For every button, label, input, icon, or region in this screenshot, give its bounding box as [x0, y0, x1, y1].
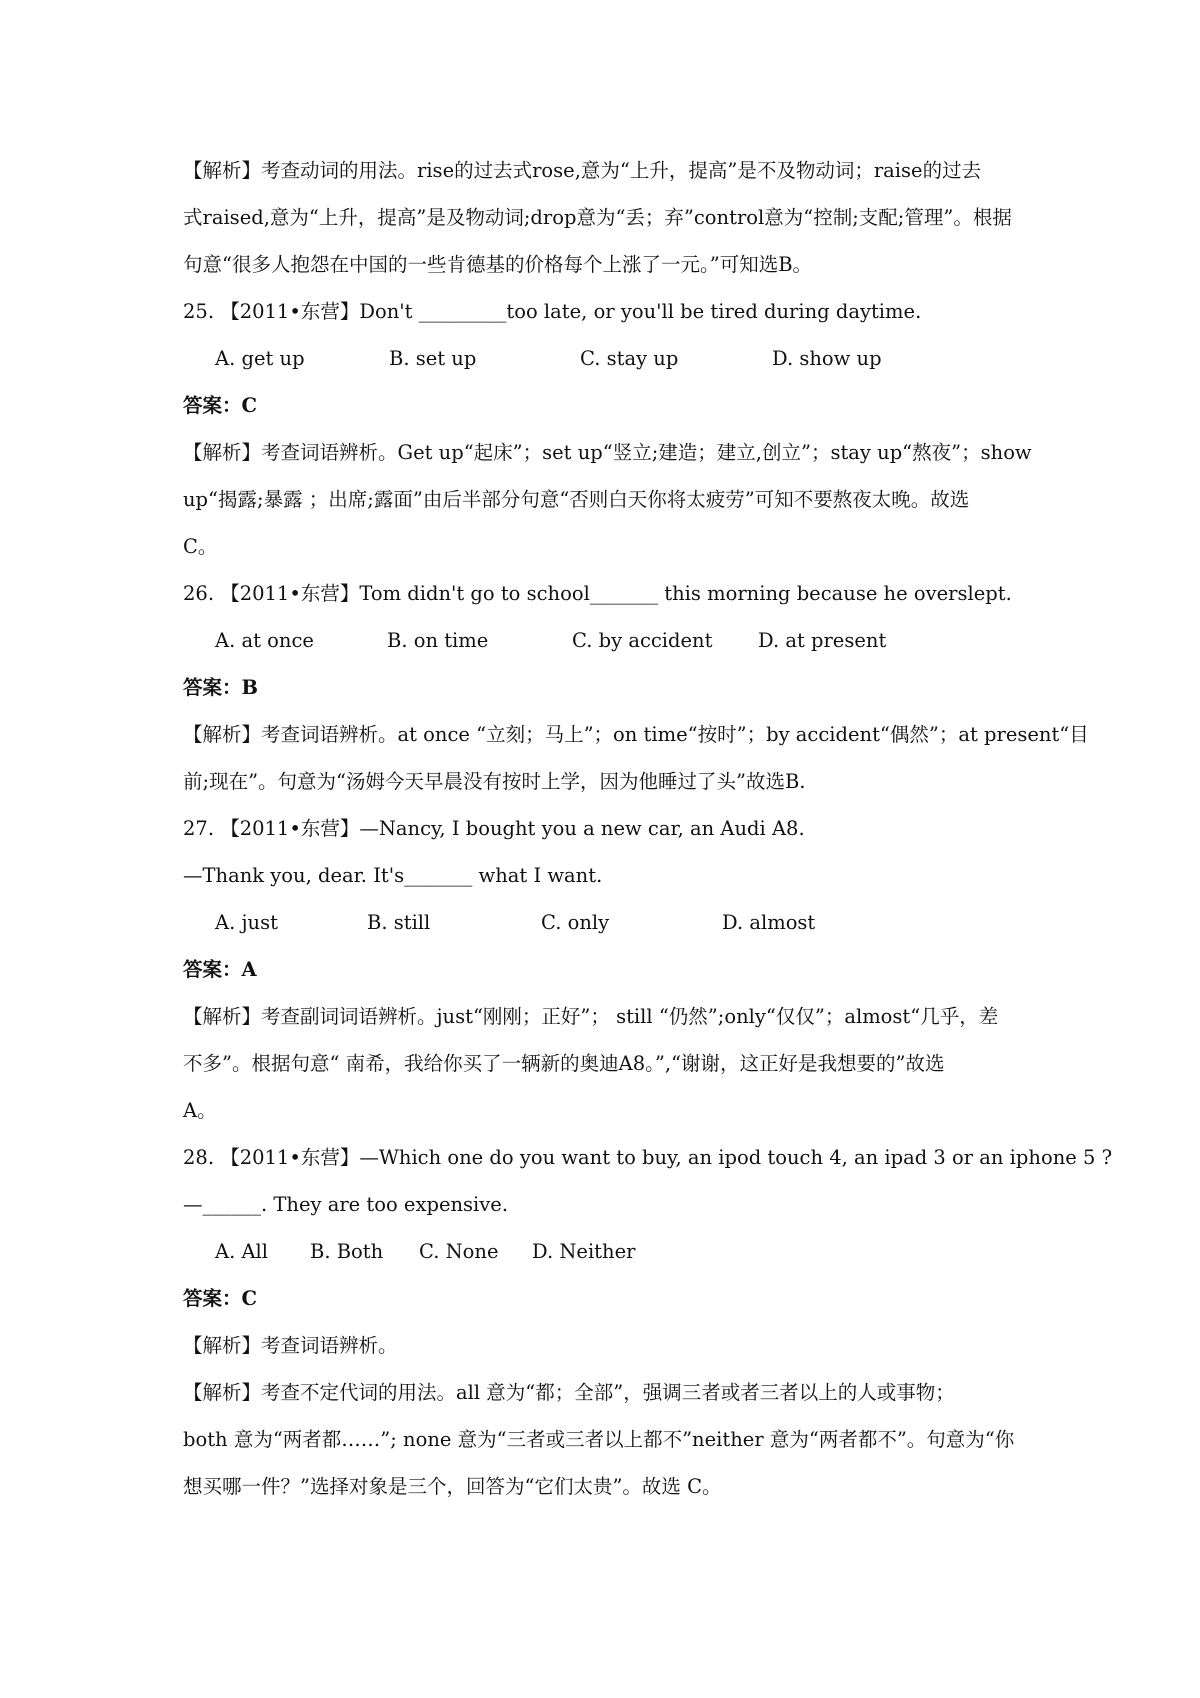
explanation-28-line: 想买哪一件？”选择对象是三个，回答为“它们太贵”。故选 C。	[183, 1475, 722, 1498]
option-26-d: D. at present	[758, 629, 887, 652]
explanation-25-line: up“揭露;暴露 ；出席;露面”由后半部分句意“否则白天你将太疲劳”可知不要熬夜太晚。故选	[183, 488, 970, 511]
option-25-c: C. stay up	[580, 347, 679, 370]
option-27-c: C. only	[541, 911, 610, 934]
option-28-c: C. None	[419, 1240, 499, 1263]
explanation-28-line: 【解析】考查不定代词的用法。all 意为“都；全部”，强调三者或者三者以上的人或事物；	[183, 1381, 955, 1404]
question-25: 25. 【2011•东营】Don't _________too late, or you'll be tired during daytime.	[183, 300, 922, 323]
answer-25: 答案：C	[183, 394, 258, 417]
answer-28: 答案：C	[183, 1287, 258, 1310]
option-26-b: B. on time	[387, 629, 489, 652]
answer-26: 答案：B	[183, 676, 258, 699]
option-28-a: A. All	[215, 1240, 269, 1263]
option-27-d: D. almost	[722, 911, 816, 934]
answer-27: 答案：A	[183, 958, 257, 981]
option-25-a: A. get up	[215, 347, 305, 370]
explanation-line: 式raised,意为“上升，提高”是及物动词;drop意为“丢；弃”control意为“控制;支配;管理”。根据	[183, 206, 1012, 229]
explanation-25-line: 【解析】考查词语辨析。Get up“起床”；set up“竖立;建造；建立,创立”；stay up“熬夜”；show	[183, 441, 1032, 464]
explanation-26-line: 前;现在”。句意为“汤姆今天早晨没有按时上学，因为他睡过了头”故选B.	[183, 770, 806, 793]
explanation-line: 句意“很多人抱怨在中国的一些肯德基的价格每个上涨了一元。”可知选B。	[183, 253, 813, 276]
explanation-28-line: both 意为“两者都……”; none 意为“三者或三者以上都不”neither 意为“两者都不”。句意为“你	[183, 1428, 1015, 1451]
question-27-reply: —Thank you, dear. It's_______ what I want.	[183, 864, 603, 887]
question-28: 28. 【2011•东营】—Which one do you want to buy, an ipod touch 4, an ipad 3 or an iphone 5 ?	[183, 1146, 1113, 1169]
option-27-a: A. just	[215, 911, 278, 934]
question-27: 27. 【2011•东营】—Nancy, I bought you a new car, an Audi A8.	[183, 817, 805, 840]
explanation-28-line: 【解析】考查词语辨析。	[183, 1334, 398, 1357]
explanation-26-line: 【解析】考查词语辨析。at once “立刻；马上”；on time“按时”；by accident“偶然”；at present“目	[183, 723, 1089, 746]
question-26: 26. 【2011•东营】Tom didn't go to school_______ this morning because he overslept.	[183, 582, 1012, 605]
explanation-27-line: 不多”。根据句意“ 南希，我给你买了一辆新的奥迪A8。”,“谢谢，这正好是我想要的”故选	[183, 1052, 945, 1075]
explanation-27-line: 【解析】考查副词词语辨析。just“刚刚；正好”； still “仍然”;only“仅仅”；almost“几乎，差	[183, 1005, 999, 1028]
explanation-line: 【解析】考查动词的用法。rise的过去式rose,意为“上升，提高”是不及物动词；raise的过去	[183, 159, 982, 182]
explanation-27-line: A。	[183, 1099, 217, 1122]
question-28-reply: —______. They are too expensive.	[183, 1193, 509, 1216]
option-26-a: A. at once	[215, 629, 314, 652]
option-25-b: B. set up	[389, 347, 477, 370]
option-28-d: D. Neither	[532, 1240, 636, 1263]
option-26-c: C. by accident	[572, 629, 713, 652]
explanation-25-line: C。	[183, 535, 218, 558]
option-27-b: B. still	[367, 911, 431, 934]
option-25-d: D. show up	[772, 347, 882, 370]
option-28-b: B. Both	[310, 1240, 384, 1263]
